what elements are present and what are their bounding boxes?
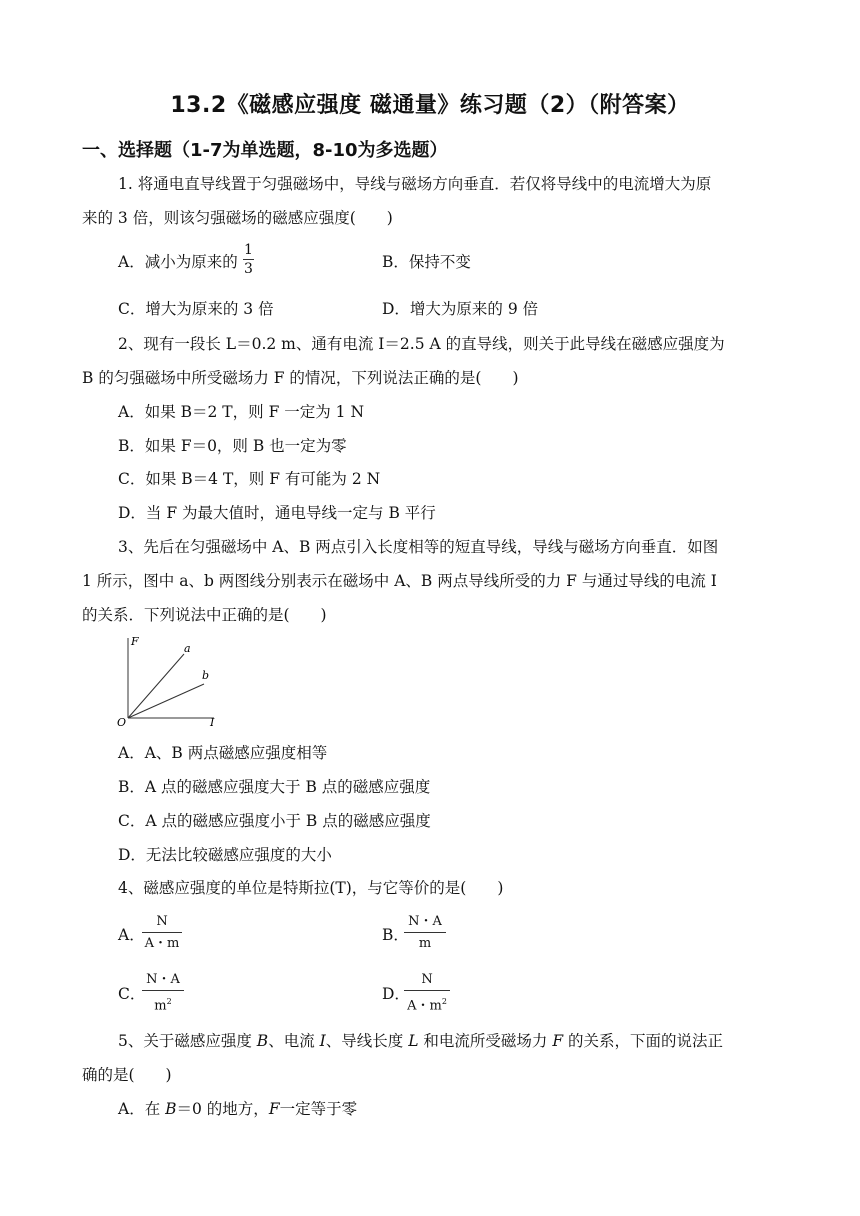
- q2-option-c: C．如果 B＝4 T，则 F 有可能为 2 N: [118, 470, 381, 488]
- q4-a-numerator: N: [142, 914, 182, 933]
- q4-option-c-fraction: [142, 972, 184, 1014]
- q5-text-1: 5、关于磁感应强度: [118, 1032, 257, 1050]
- section-heading: 一、选择题（1-7为单选题，8-10为多选题）: [82, 140, 448, 161]
- q5-a-var-b: B: [165, 1100, 177, 1118]
- q1-option-a-fraction: [243, 242, 254, 277]
- q3-figure-graph: [112, 632, 232, 728]
- q5-option-a: [118, 1098, 357, 1120]
- q1-option-b: B．保持不变: [382, 253, 471, 271]
- q4-d-denominator-exponent: 2: [441, 997, 447, 1006]
- q2-option-b: B．如果 F＝0，则 B 也一定为零: [118, 437, 347, 455]
- q1-option-d: D．增大为原来的 9 倍: [382, 300, 539, 318]
- q3-graph-label-b: b: [202, 669, 210, 682]
- q4-c-denominator-base: m: [154, 998, 167, 1014]
- q4-stem-line1: 4、磁感应强度的单位是特斯拉(T)，与它等价的是( ): [118, 879, 504, 897]
- q3-graph-label-a: a: [184, 642, 191, 655]
- q5-a-var-f: F: [268, 1100, 280, 1118]
- q5-stem-line1: [118, 1030, 723, 1052]
- q5-text-5: 的关系，下面的说法正: [563, 1032, 724, 1050]
- q4-option-c-label: C．: [118, 985, 146, 1003]
- q4-option-a-fraction: [142, 914, 182, 952]
- q3-graph-y-label: F: [131, 635, 139, 648]
- q3-stem-line3: 的关系．下列说法中正确的是( ): [82, 606, 327, 624]
- q4-c-denominator: [142, 991, 184, 1014]
- q3-stem-line1: 3、先后在匀强磁场中 A、B 两点引入长度相等的短直导线，导线与磁场方向垂直．如图: [118, 538, 719, 556]
- q1-stem-line2: 来的 3 倍，则该匀强磁场的磁感应强度( ): [82, 209, 393, 227]
- q4-option-b-label: B．: [382, 926, 409, 944]
- q3-graph-line-b: [128, 684, 204, 718]
- q3-option-a: A．A、B 两点磁感应强度相等: [118, 744, 328, 762]
- q5-var-f: F: [552, 1032, 564, 1050]
- q3-graph-x-label: I: [210, 716, 215, 728]
- q5-text-2: 、电流: [268, 1032, 320, 1050]
- q3-graph-line-a: [128, 654, 184, 718]
- q3-graph-origin-label: O: [117, 716, 127, 728]
- q2-option-a: A．如果 B＝2 T，则 F 一定为 1 N: [118, 403, 365, 421]
- q3-option-d: D．无法比较磁感应强度的大小: [118, 846, 332, 864]
- q5-a-text-2: ＝0 的地方，: [176, 1100, 269, 1118]
- q4-option-d-fraction: [404, 972, 450, 1014]
- q1-option-a: [118, 251, 238, 273]
- q5-var-l: L: [408, 1032, 419, 1050]
- q5-a-text-1: A．在: [118, 1100, 166, 1118]
- q4-c-numerator: N・A: [142, 972, 184, 991]
- q3-option-c: C．A 点的磁感应强度小于 B 点的磁感应强度: [118, 812, 431, 830]
- q4-d-denominator: [404, 991, 450, 1014]
- q5-var-i: I: [319, 1032, 326, 1050]
- q1-option-c: C．增大为原来的 3 倍: [118, 300, 274, 318]
- q1-fraction-numerator: 1: [244, 242, 253, 258]
- q1-option-a-text: A．减小为原来的: [118, 253, 238, 271]
- q5-a-text-3: 一定等于零: [279, 1100, 358, 1118]
- q4-a-denominator: A・m: [144, 936, 180, 951]
- q1-fraction-denominator: 3: [244, 261, 253, 277]
- q5-text-4: 和电流所受磁场力: [418, 1032, 553, 1050]
- q1-stem-line1: 1. 将通电直导线置于匀强磁场中，导线与磁场方向垂直．若仅将导线中的电流增大为原: [118, 175, 712, 193]
- q2-stem-line2: B 的匀强磁场中所受磁场力 F 的情况，下列说法正确的是( ): [82, 369, 519, 387]
- q4-option-d-label: D．: [382, 985, 410, 1003]
- q2-stem-line1: 2、现有一段长 L＝0.2 m、通有电流 I＝2.5 A 的直导线，则关于此导线在磁感应强度为: [118, 335, 725, 353]
- q4-d-denominator-base: A・m: [407, 998, 442, 1014]
- q4-c-denominator-exponent: 2: [166, 997, 172, 1006]
- q5-var-b: B: [256, 1032, 269, 1050]
- q4-option-a-label: A．: [118, 926, 145, 944]
- q4-b-numerator: N・A: [404, 914, 446, 933]
- q5-text-3: 、导线长度: [325, 1032, 409, 1050]
- page-title: 13.2《磁感应强度 磁通量》练习题（2）（附答案）: [170, 93, 690, 118]
- q3-stem-line2: 1 所示，图中 a、b 两图线分别表示在磁场中 A、B 两点导线所受的力 F 与通过导线的电流 I: [82, 572, 717, 590]
- q2-option-d: D．当 F 为最大值时，通电导线一定与 B 平行: [118, 504, 436, 522]
- q5-stem-line2: 确的是( ): [82, 1066, 172, 1084]
- q4-b-denominator: m: [418, 936, 432, 951]
- q3-option-b: B．A 点的磁感应强度大于 B 点的磁感应强度: [118, 778, 431, 796]
- q4-option-b-fraction: [404, 914, 446, 952]
- q4-d-numerator: N: [404, 972, 450, 991]
